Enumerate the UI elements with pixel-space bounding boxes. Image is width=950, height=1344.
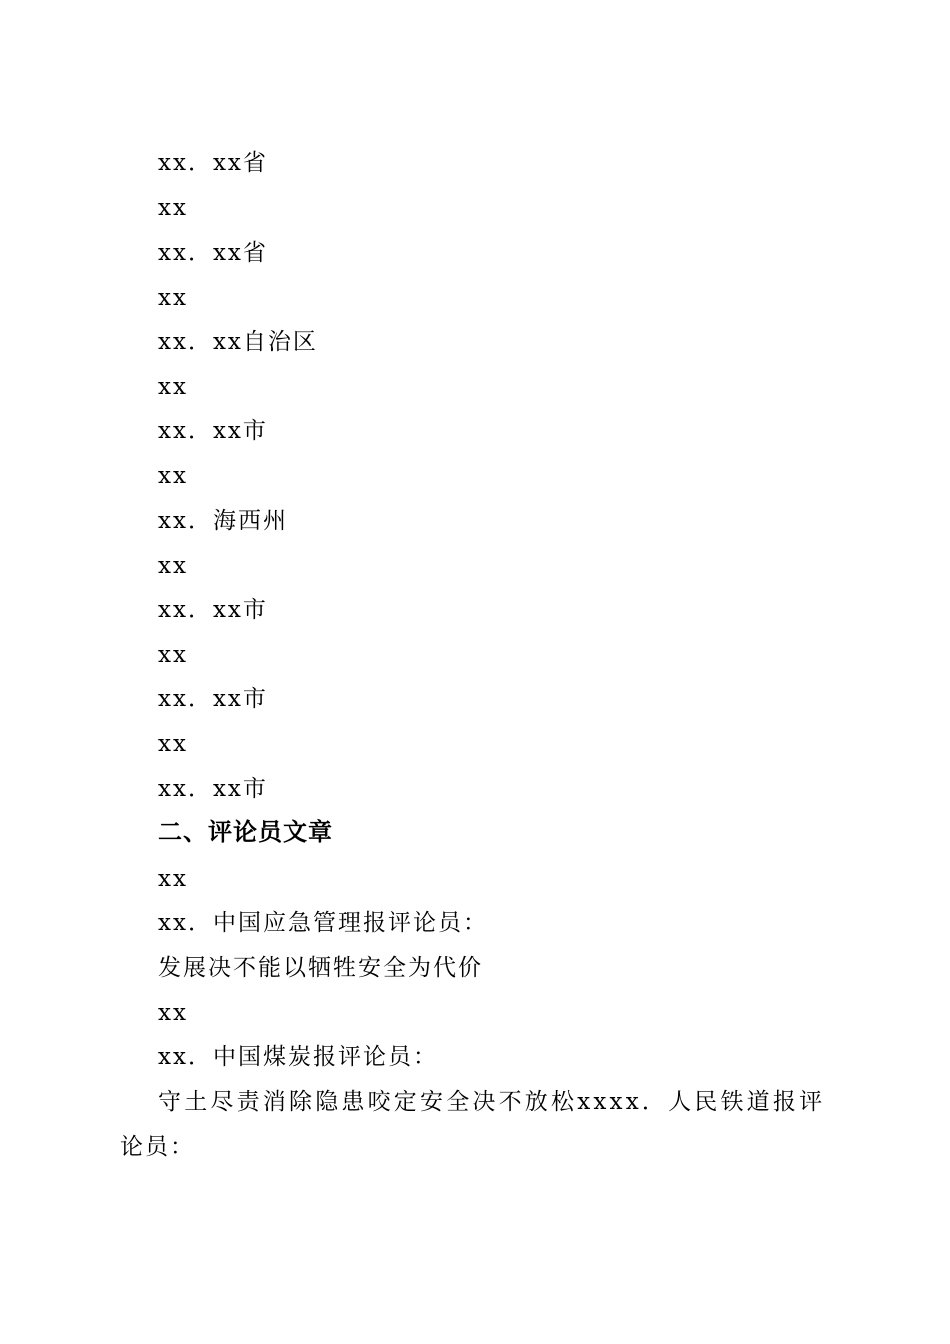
list-item: xx (158, 374, 188, 400)
list-item: xx．xx市 (158, 418, 268, 444)
list-item: 发展决不能以牺牲安全为代价 (158, 955, 483, 981)
paragraph-line: 守土尽责消除隐患咬定安全决不放松xxxx．人民铁道报评 (158, 1089, 826, 1115)
section-heading: 二、评论员文章 (158, 818, 333, 846)
list-item: xx．海西州 (158, 508, 288, 534)
list-item: xx (158, 463, 188, 489)
list-item: xx (158, 642, 188, 668)
list-item: xx．中国煤炭报评论员： (158, 1044, 438, 1070)
list-item: xx (158, 866, 188, 892)
list-item: xx．中国应急管理报评论员： (158, 910, 488, 936)
list-item: xx (158, 1000, 188, 1026)
list-item: xx．xx省 (158, 150, 268, 176)
list-item: xx．xx自治区 (158, 329, 318, 355)
list-item: xx (158, 285, 188, 311)
list-item: xx (158, 553, 188, 579)
list-item: xx．xx市 (158, 776, 268, 802)
list-item: xx．xx市 (158, 686, 268, 712)
paragraph-line: 论员： (120, 1134, 195, 1160)
list-item: xx．xx省 (158, 240, 268, 266)
list-item: xx (158, 731, 188, 757)
list-item: xx．xx市 (158, 597, 268, 623)
list-item: xx (158, 195, 188, 221)
